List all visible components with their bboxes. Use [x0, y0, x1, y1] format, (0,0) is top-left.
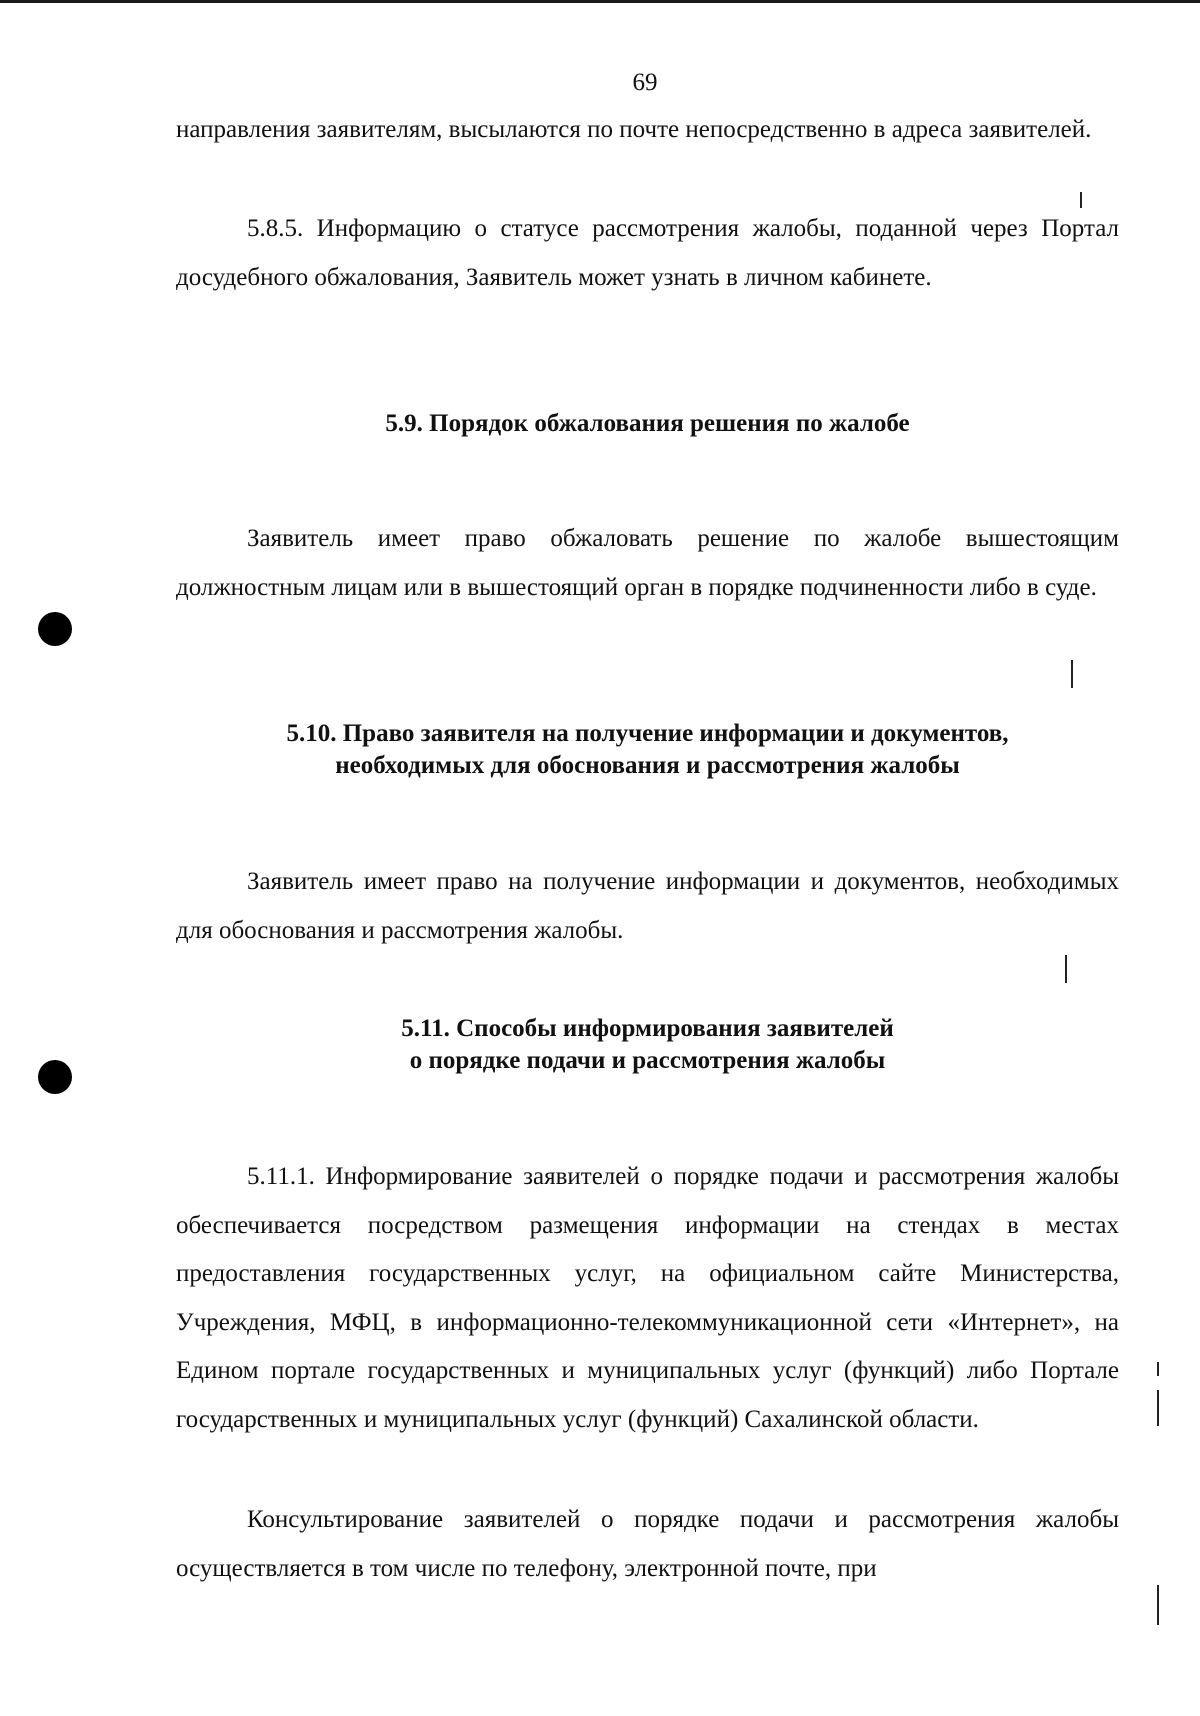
- scan-mark: [1065, 955, 1067, 983]
- page-number: 69: [632, 69, 658, 96]
- heading-5-11-line-1: 5.11. Способы информирования заявителей: [401, 1015, 894, 1042]
- punch-hole: [38, 1060, 72, 1094]
- heading-5-11-line-2: о порядке подачи и рассмотрения жалобы: [409, 1047, 886, 1074]
- paragraph-5-10-body: Заявитель имеет право на получение информации и документов, необходимых для обоснования и рассмотрения жалобы.: [176, 868, 1119, 944]
- heading-5-10-line-1: 5.10. Право заявителя на получение информации и документов,: [286, 720, 1009, 747]
- paragraph-5-9-body: Заявитель имеет право обжаловать решение по жалобе вышестоящим должностным лицам или в вышестоящий орган в порядке подчиненности либо в суде.: [176, 525, 1119, 601]
- scan-mark: [1157, 1585, 1159, 1625]
- heading-5-10: [176, 718, 1119, 782]
- scan-top-edge: [0, 0, 1200, 3]
- paragraph-consultation: Консультирование заявителей о порядке подачи и рассмотрения жалобы осуществляется в том числе по телефону, электронной почте, при: [176, 1506, 1119, 1582]
- scan-mark: [1157, 1390, 1159, 1426]
- paragraph-5-11-1: 5.11.1. Информирование заявителей о порядке подачи и рассмотрения жалобы обеспечивается посредством размещения информации на стендах в местах предоставления государственных услуг, на официальном сайте Министерства, Учреждения, МФЦ, в информационно-телекоммуникационной сети «Интернет», на Едином портале государственных и муниципальных услуг (функций) либо Портале государственных и муниципальных услуг (функций) Сахалинской области.: [176, 1163, 1119, 1433]
- scan-mark: [1157, 1362, 1159, 1376]
- punch-hole: [38, 612, 72, 646]
- heading-5-9-text: 5.9. Порядок обжалования решения по жалобе: [385, 410, 910, 437]
- scan-mark: [1071, 660, 1073, 688]
- paragraph-5-8-5: 5.8.5. Информацию о статусе рассмотрения жалобы, поданной через Портал досудебного обжалования, Заявитель может узнать в личном кабинете.: [176, 215, 1119, 291]
- heading-5-10-line-2: необходимых для обоснования и рассмотрения жалобы: [335, 752, 960, 779]
- heading-5-9: [176, 408, 1119, 440]
- paragraph-continuation: направления заявителям, высылаются по почте непосредственно в адреса заявителей.: [176, 116, 1092, 143]
- heading-5-11: [176, 1013, 1119, 1077]
